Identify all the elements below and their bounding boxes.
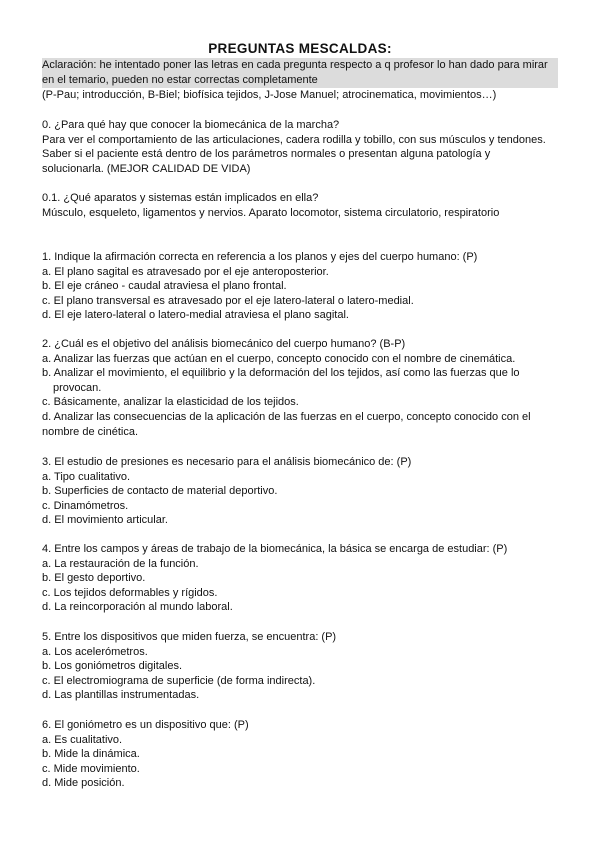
option-c: c. Dinamómetros.	[42, 499, 129, 512]
option-b: b. El eje cráneo - caudal atraviesa el plano frontal.	[42, 280, 287, 293]
option-a: a. Tipo cualitativo.	[42, 470, 131, 483]
option-d: d. Mide posición.	[42, 777, 125, 790]
question-text: 0. ¿Para qué hay que conocer la biomecánica de la marcha?	[42, 119, 340, 131]
answer-line: Para ver el comportamiento de las articulaciones, cadera rodilla y tobillo, con sus músculos y tendones.	[42, 133, 546, 146]
option-a: a. Analizar las fuerzas que actúan en el cuerpo, concepto conocido con el nombre de cinemática.	[42, 352, 516, 365]
option-d: d. El eje latero-lateral o latero-medial atraviesa el plano sagital.	[42, 309, 349, 322]
option-d-continuation: nombre de cinética.	[42, 425, 138, 438]
option-b: b. Analizar el movimiento, el equilibrio y la deformación del los tejidos, así como las fuerzas que lo	[42, 367, 520, 380]
page-title: PREGUNTAS MESCALDAS:	[208, 41, 392, 56]
note-line-1: Aclaración: he intentado poner las letras en cada pregunta respecto a q profesor lo han dado para mirar	[42, 58, 558, 73]
answer-line: Saber si el paciente está dentro de los parámetros normales o presentan alguna patología y	[42, 148, 491, 161]
answer-line: solucionarla. (MEJOR CALIDAD DE VIDA)	[42, 162, 251, 175]
option-a: a. Los acelerómetros.	[42, 645, 148, 658]
option-a: a. El plano sagital es atravesado por el eje anteroposterior.	[42, 265, 329, 278]
clarification-note	[42, 58, 558, 103]
note-line-3: (P-Pau; introducción, B-Biel; biofísica tejidos, J-Jose Manuel; atrocinematica, movimientos…)	[42, 89, 497, 101]
question-text: 2. ¿Cuál es el objetivo del análisis biomecánico del cuerpo humano? (B-P)	[42, 338, 406, 350]
option-c: c. Los tejidos deformables y rígidos.	[42, 586, 218, 599]
question-6	[42, 718, 562, 791]
option-d: d. Las plantillas instrumentadas.	[42, 689, 200, 702]
question-3	[42, 455, 562, 528]
question-text: 3. El estudio de presiones es necesario para el análisis biomecánico de: (P)	[42, 456, 412, 468]
note-line-2: en el temario, pueden no estar correctas completamente	[42, 73, 558, 88]
question-text: 1. Indique la afirmación correcta en referencia a los planos y ejes del cuerpo humano: (P)	[42, 251, 478, 263]
option-b: b. El gesto deportivo.	[42, 572, 146, 585]
question-text: 6. El goniómetro es un dispositivo que: (P)	[42, 719, 249, 731]
question-text: 0.1. ¿Qué aparatos y sistemas están implicados en ella?	[42, 192, 319, 204]
option-d: d. La reincorporación al mundo laboral.	[42, 601, 233, 614]
option-a: a. La restauración de la función.	[42, 557, 199, 570]
answer-line: Músculo, esqueleto, ligamentos y nervios. Aparato locomotor, sistema circulatorio, respiratorio	[42, 206, 500, 219]
option-c: c. El plano transversal es atravesado por el eje latero-lateral o latero-medial.	[42, 294, 414, 307]
option-b: b. Los goniómetros digitales.	[42, 660, 183, 673]
question-1	[42, 250, 562, 323]
option-c: c. Básicamente, analizar la elasticidad de los tejidos.	[42, 396, 299, 409]
question-text: 5. Entre los dispositivos que miden fuerza, se encuentra: (P)	[42, 631, 337, 643]
option-c: c. Mide movimiento.	[42, 762, 140, 775]
option-b-continuation: provocan.	[53, 381, 102, 394]
option-b: b. Mide la dinámica.	[42, 748, 140, 761]
option-d: d. Analizar las consecuencias de la aplicación de las fuerzas en el cuerpo, concepto conocido con el	[42, 410, 531, 423]
question-0-1	[42, 191, 562, 220]
option-a: a. Es cualitativo.	[42, 733, 123, 746]
question-5	[42, 630, 562, 703]
question-text: 4. Entre los campos y áreas de trabajo de la biomecánica, la básica se encarga de estudiar: (P)	[42, 543, 508, 555]
question-0	[42, 118, 562, 176]
option-d: d. El movimiento articular.	[42, 514, 168, 527]
option-c: c. El electromiograma de superficie (de forma indirecta).	[42, 674, 316, 687]
question-4	[42, 542, 562, 615]
question-2	[42, 337, 562, 439]
option-b: b. Superficies de contacto de material deportivo.	[42, 485, 278, 498]
